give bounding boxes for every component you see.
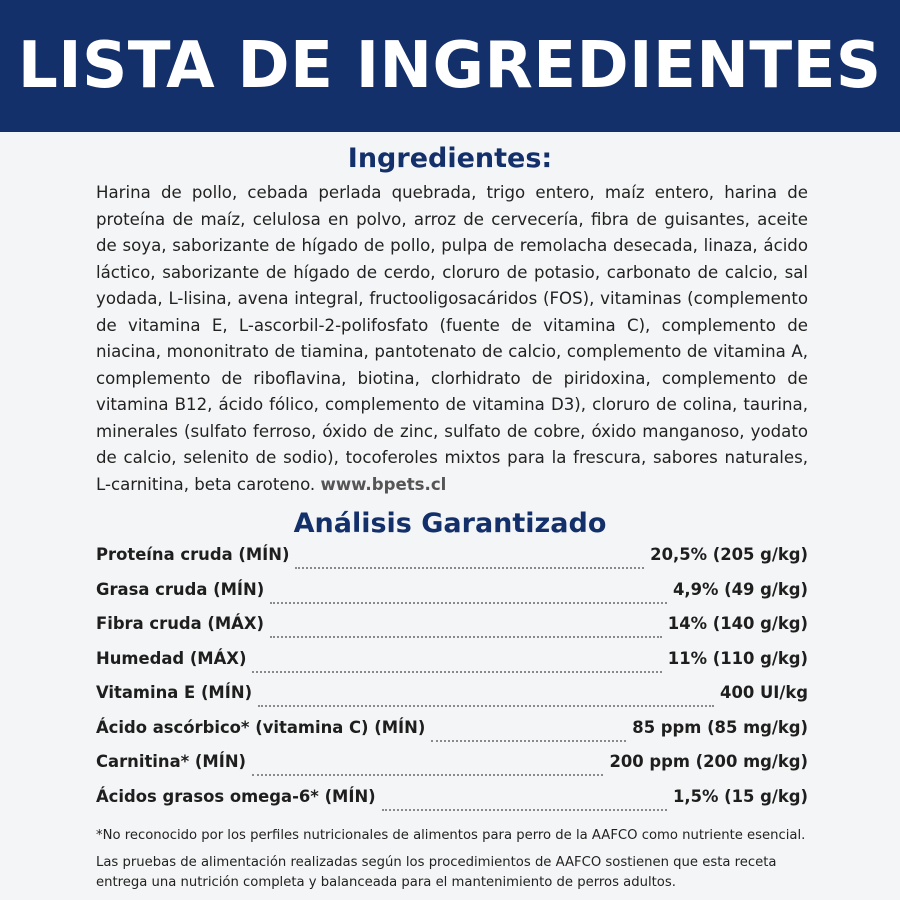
aafco-statement: Las pruebas de alimentación realizadas según los procedimientos de AAFCO sostienen que esta receta entrega una nutrición completa y balanceada para el mantenimiento de perros adultos. bbox=[96, 854, 777, 890]
analysis-table bbox=[96, 545, 808, 821]
analysis-value: 200 ppm (200 mg/kg) bbox=[609, 752, 808, 771]
ingredients-text bbox=[96, 180, 808, 498]
ingredients-list: Harina de pollo, cebada perlada quebrada, trigo entero, maíz entero, harina de proteína de maíz, celulosa en polvo, arroz de cervecería, fibra de guisantes, aceite de soya, saborizante de hígado de pollo, pulpa de remolacha desecada, linaza, ácido láctico, saborizante de hígado de cerdo, cloruro de potasio, carbonato de calcio, sal yodada, L-lisina, avena integral, fructooligosacáridos (FOS), vitaminas (complemento de vitamina E, L-ascorbil-2-polifosfato (fuente de vitamina C), complemento de niacina, mononitrato de tiamina, pantotenato de calcio, complemento de vitamina A, complemento de riboflavina, biotina, clorhidrato de piridoxina, complemento de vitamina B12, ácido fólico, complemento de vitamina D3), cloruro de colina, taurina, minerales (sulfato ferroso, óxido de zinc, sulfato de cobre, óxido manganoso, yodato de calcio, selenito de sodio), tocoferoles mixtos para la frescura, sabores naturales, L-carnitina, beta caroteno. bbox=[96, 183, 808, 494]
analysis-row-protein bbox=[96, 545, 808, 580]
analysis-heading: Análisis Garantizado bbox=[293, 508, 607, 539]
page-title: LISTA DE INGREDIENTES bbox=[18, 29, 882, 103]
analysis-label: Proteína cruda (MÍN) bbox=[96, 545, 290, 564]
analysis-value: 20,5% (205 g/kg) bbox=[650, 545, 808, 564]
analysis-value: 4,9% (49 g/kg) bbox=[672, 579, 808, 599]
analysis-value: 14% (140 g/kg) bbox=[667, 614, 808, 633]
analysis-row-fat bbox=[96, 580, 808, 615]
analysis-row-carnitine bbox=[96, 752, 808, 787]
website-url: www.bpets.cl bbox=[320, 474, 447, 494]
analysis-value: 1,5% (15 g/kg) bbox=[672, 786, 808, 806]
dot-leader bbox=[295, 563, 644, 569]
analysis-value: 400 UI/kg bbox=[720, 683, 808, 702]
analysis-label: Ácido ascórbico* (vitamina C) (MÍN) bbox=[96, 717, 426, 737]
analysis-label: Humedad (MÁX) bbox=[96, 648, 247, 668]
dot-leader bbox=[258, 701, 714, 707]
analysis-label: Grasa cruda (MÍN) bbox=[96, 579, 265, 599]
analysis-label: Fibra cruda (MÁX) bbox=[96, 614, 264, 633]
dot-leader bbox=[431, 736, 626, 742]
analysis-row-vitamin-e bbox=[96, 683, 808, 718]
analysis-value: 85 ppm (85 mg/kg) bbox=[632, 717, 808, 737]
ingredients-heading: Ingredientes: bbox=[347, 143, 553, 174]
header-banner bbox=[0, 0, 900, 132]
analysis-value: 11% (110 g/kg) bbox=[667, 648, 808, 668]
analysis-row-omega-6 bbox=[96, 787, 808, 822]
analysis-row-fiber bbox=[96, 614, 808, 649]
dot-leader bbox=[270, 632, 662, 638]
analysis-label: Carnitina* (MÍN) bbox=[96, 752, 247, 771]
analysis-row-ascorbic-acid bbox=[96, 718, 808, 753]
analysis-row-moisture bbox=[96, 649, 808, 684]
dot-leader bbox=[252, 770, 603, 776]
dot-leader bbox=[252, 667, 661, 673]
analysis-label: Ácidos grasos omega-6* (MÍN) bbox=[96, 786, 376, 806]
analysis-label: Vitamina E (MÍN) bbox=[96, 683, 253, 702]
dot-leader bbox=[382, 805, 667, 811]
dot-leader bbox=[270, 598, 667, 604]
footnotes bbox=[96, 826, 826, 894]
aafco-footnote: *No reconocido por los perfiles nutricionales de alimentos para perro de la AAFCO como nutriente esencial. bbox=[96, 828, 806, 843]
